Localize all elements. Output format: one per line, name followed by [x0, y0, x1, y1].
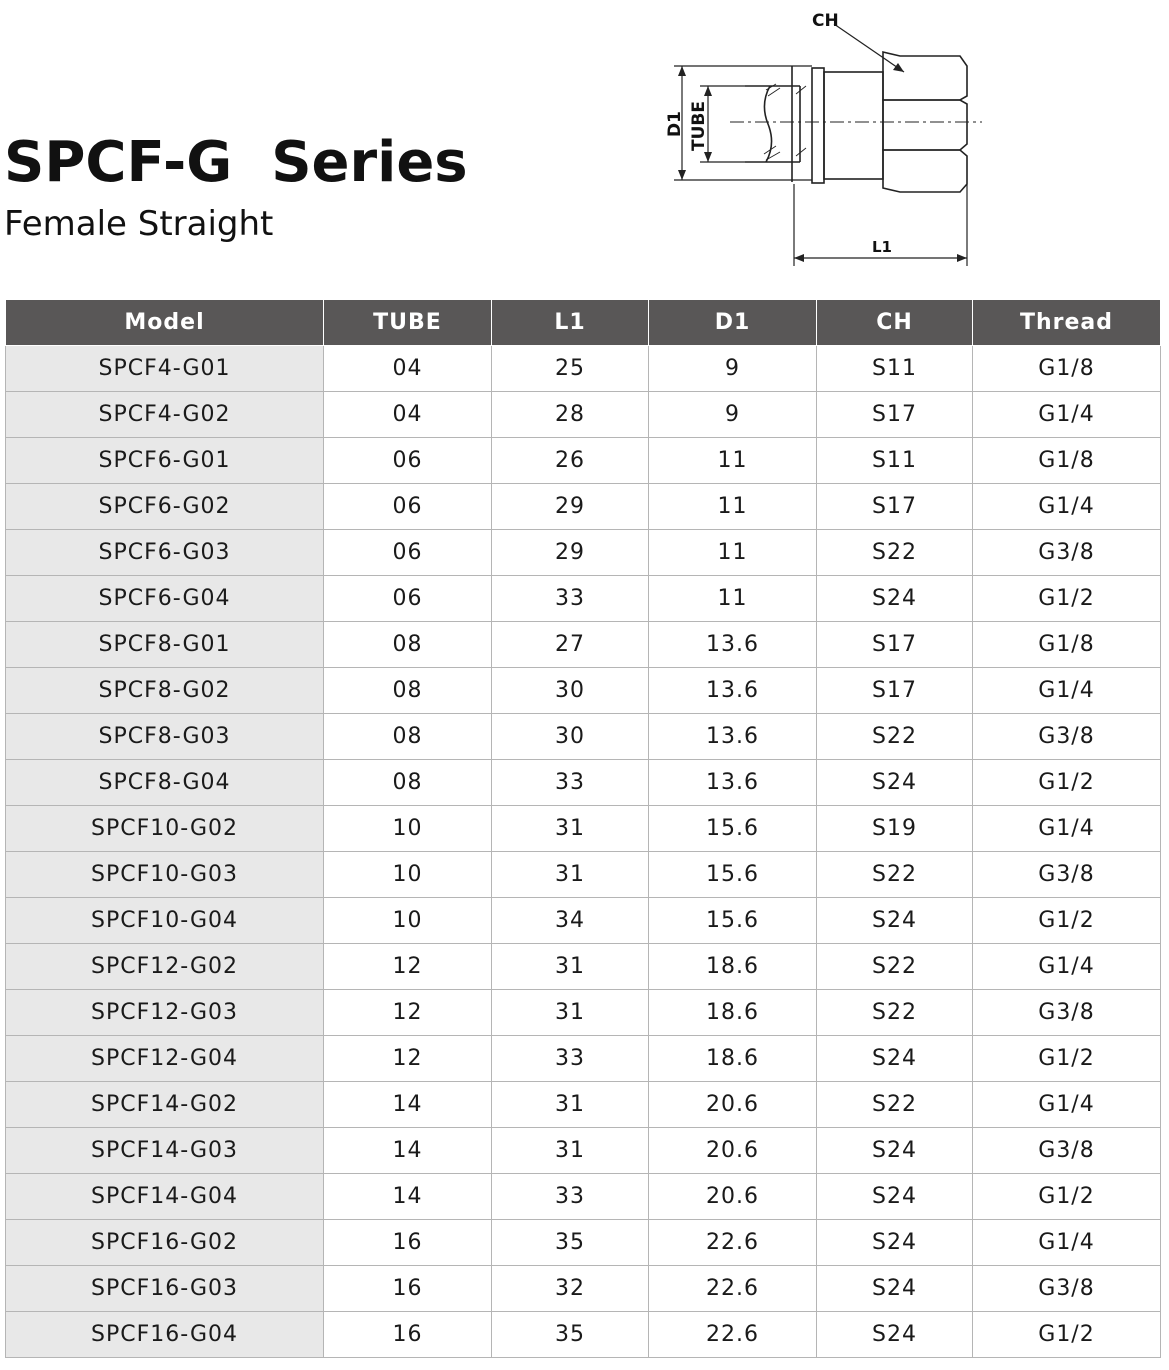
table-row	[6, 484, 1161, 530]
cell-tube: 12	[324, 1036, 492, 1082]
cell-l1: 31	[492, 806, 649, 852]
page-title: SPCF-G Series	[4, 130, 468, 195]
cell-model: SPCF4-G02	[6, 392, 324, 438]
cell-d1: 9	[649, 346, 817, 392]
cell-model: SPCF6-G01	[6, 438, 324, 484]
cell-d1: 11	[649, 576, 817, 622]
cell-thread: G3/8	[973, 530, 1161, 576]
page-subtitle: Female Straight	[4, 204, 274, 244]
cell-d1: 11	[649, 484, 817, 530]
cell-ch: S24	[817, 576, 973, 622]
cell-model: SPCF12-G03	[6, 990, 324, 1036]
fitting-dimension-drawing	[660, 4, 990, 266]
cell-model: SPCF14-G04	[6, 1174, 324, 1220]
cell-tube: 06	[324, 438, 492, 484]
cell-model: SPCF8-G02	[6, 668, 324, 714]
cell-ch: S24	[817, 1312, 973, 1358]
cell-l1: 33	[492, 1036, 649, 1082]
cell-tube: 10	[324, 898, 492, 944]
cell-ch: S22	[817, 990, 973, 1036]
cell-l1: 33	[492, 760, 649, 806]
cell-ch: S24	[817, 1174, 973, 1220]
table-row	[6, 1174, 1161, 1220]
cell-l1: 31	[492, 852, 649, 898]
cell-l1: 27	[492, 622, 649, 668]
cell-tube: 12	[324, 990, 492, 1036]
cell-thread: G3/8	[973, 1128, 1161, 1174]
column-header-d1: D1	[649, 300, 817, 346]
cell-tube: 10	[324, 806, 492, 852]
l1-dimension-label: L1	[872, 238, 892, 256]
cell-l1: 33	[492, 576, 649, 622]
cell-l1: 25	[492, 346, 649, 392]
cell-ch: S17	[817, 392, 973, 438]
table-row	[6, 346, 1161, 392]
table-row	[6, 438, 1161, 484]
cell-model: SPCF6-G03	[6, 530, 324, 576]
cell-model: SPCF8-G03	[6, 714, 324, 760]
cell-tube: 14	[324, 1082, 492, 1128]
cell-ch: S24	[817, 1128, 973, 1174]
table-row	[6, 576, 1161, 622]
cell-model: SPCF8-G01	[6, 622, 324, 668]
cell-l1: 34	[492, 898, 649, 944]
cell-l1: 31	[492, 990, 649, 1036]
cell-tube: 08	[324, 622, 492, 668]
cell-d1: 20.6	[649, 1082, 817, 1128]
cell-thread: G1/4	[973, 392, 1161, 438]
cell-l1: 31	[492, 1082, 649, 1128]
cell-tube: 16	[324, 1220, 492, 1266]
cell-ch: S24	[817, 1036, 973, 1082]
column-header-thread: Thread	[973, 300, 1161, 346]
cell-d1: 20.6	[649, 1174, 817, 1220]
cell-ch: S11	[817, 346, 973, 392]
cell-ch: S22	[817, 530, 973, 576]
column-header-l1: L1	[492, 300, 649, 346]
cell-model: SPCF10-G03	[6, 852, 324, 898]
cell-l1: 26	[492, 438, 649, 484]
cell-model: SPCF12-G02	[6, 944, 324, 990]
table-row	[6, 990, 1161, 1036]
cell-ch: S24	[817, 898, 973, 944]
cell-l1: 30	[492, 714, 649, 760]
cell-tube: 04	[324, 346, 492, 392]
cell-thread: G1/2	[973, 576, 1161, 622]
cell-tube: 06	[324, 530, 492, 576]
table-row	[6, 806, 1161, 852]
cell-thread: G1/4	[973, 944, 1161, 990]
cell-model: SPCF16-G02	[6, 1220, 324, 1266]
cell-tube: 08	[324, 714, 492, 760]
table-row	[6, 1220, 1161, 1266]
cell-ch: S19	[817, 806, 973, 852]
cell-model: SPCF14-G03	[6, 1128, 324, 1174]
cell-thread: G3/8	[973, 852, 1161, 898]
cell-thread: G1/8	[973, 346, 1161, 392]
cell-thread: G1/4	[973, 806, 1161, 852]
table-row	[6, 622, 1161, 668]
cell-d1: 15.6	[649, 852, 817, 898]
cell-tube: 16	[324, 1266, 492, 1312]
cell-l1: 30	[492, 668, 649, 714]
cell-thread: G1/8	[973, 622, 1161, 668]
table-row	[6, 1312, 1161, 1358]
cell-tube: 10	[324, 852, 492, 898]
table-row	[6, 392, 1161, 438]
d1-dimension-label: D1	[665, 111, 685, 137]
table-row	[6, 852, 1161, 898]
table-row	[6, 1266, 1161, 1312]
table-row	[6, 944, 1161, 990]
cell-model: SPCF10-G02	[6, 806, 324, 852]
cell-ch: S22	[817, 714, 973, 760]
table-row	[6, 714, 1161, 760]
cell-ch: S22	[817, 944, 973, 990]
table-row	[6, 898, 1161, 944]
cell-tube: 12	[324, 944, 492, 990]
cell-d1: 22.6	[649, 1220, 817, 1266]
cell-model: SPCF8-G04	[6, 760, 324, 806]
cell-d1: 18.6	[649, 990, 817, 1036]
cell-ch: S22	[817, 1082, 973, 1128]
cell-l1: 33	[492, 1174, 649, 1220]
ch-dimension-label: CH	[812, 11, 839, 31]
cell-l1: 35	[492, 1312, 649, 1358]
cell-d1: 13.6	[649, 668, 817, 714]
cell-thread: G3/8	[973, 990, 1161, 1036]
cell-l1: 29	[492, 484, 649, 530]
cell-d1: 11	[649, 438, 817, 484]
cell-model: SPCF14-G02	[6, 1082, 324, 1128]
column-header-ch: CH	[817, 300, 973, 346]
cell-tube: 14	[324, 1128, 492, 1174]
cell-ch: S17	[817, 622, 973, 668]
cell-thread: G3/8	[973, 714, 1161, 760]
cell-model: SPCF6-G04	[6, 576, 324, 622]
cell-model: SPCF6-G02	[6, 484, 324, 530]
cell-ch: S11	[817, 438, 973, 484]
table-row	[6, 1082, 1161, 1128]
spec-table-header-row	[6, 300, 1161, 346]
cell-tube: 08	[324, 760, 492, 806]
cell-d1: 11	[649, 530, 817, 576]
cell-thread: G1/4	[973, 484, 1161, 530]
cell-d1: 20.6	[649, 1128, 817, 1174]
cell-tube: 04	[324, 392, 492, 438]
cell-d1: 18.6	[649, 1036, 817, 1082]
table-row	[6, 760, 1161, 806]
table-row	[6, 668, 1161, 714]
cell-l1: 32	[492, 1266, 649, 1312]
cell-l1: 35	[492, 1220, 649, 1266]
cell-d1: 22.6	[649, 1312, 817, 1358]
cell-d1: 15.6	[649, 898, 817, 944]
cell-d1: 13.6	[649, 760, 817, 806]
cell-ch: S22	[817, 852, 973, 898]
table-row	[6, 1128, 1161, 1174]
column-header-model: Model	[6, 300, 324, 346]
cell-l1: 28	[492, 392, 649, 438]
cell-ch: S17	[817, 484, 973, 530]
cell-tube: 06	[324, 484, 492, 530]
cell-d1: 9	[649, 392, 817, 438]
cell-thread: G1/8	[973, 438, 1161, 484]
cell-d1: 22.6	[649, 1266, 817, 1312]
cell-ch: S24	[817, 760, 973, 806]
cell-thread: G1/2	[973, 1036, 1161, 1082]
cell-l1: 31	[492, 1128, 649, 1174]
cell-tube: 06	[324, 576, 492, 622]
cell-thread: G1/4	[973, 1220, 1161, 1266]
cell-d1: 13.6	[649, 714, 817, 760]
cell-model: SPCF12-G04	[6, 1036, 324, 1082]
column-header-tube: TUBE	[324, 300, 492, 346]
cell-tube: 16	[324, 1312, 492, 1358]
cell-model: SPCF4-G01	[6, 346, 324, 392]
cell-d1: 18.6	[649, 944, 817, 990]
cell-thread: G1/4	[973, 668, 1161, 714]
table-row	[6, 530, 1161, 576]
tube-dimension-label: TUBE	[689, 101, 709, 151]
cell-model: SPCF10-G04	[6, 898, 324, 944]
cell-model: SPCF16-G04	[6, 1312, 324, 1358]
cell-thread: G1/2	[973, 898, 1161, 944]
cell-thread: G3/8	[973, 1266, 1161, 1312]
spec-table	[5, 299, 1161, 1358]
cell-thread: G1/4	[973, 1082, 1161, 1128]
cell-l1: 31	[492, 944, 649, 990]
cell-d1: 15.6	[649, 806, 817, 852]
cell-ch: S24	[817, 1220, 973, 1266]
cell-thread: G1/2	[973, 760, 1161, 806]
cell-ch: S17	[817, 668, 973, 714]
cell-model: SPCF16-G03	[6, 1266, 324, 1312]
spec-table-body	[6, 346, 1161, 1358]
cell-d1: 13.6	[649, 622, 817, 668]
cell-tube: 14	[324, 1174, 492, 1220]
cell-thread: G1/2	[973, 1312, 1161, 1358]
cell-thread: G1/2	[973, 1174, 1161, 1220]
cell-tube: 08	[324, 668, 492, 714]
cell-ch: S24	[817, 1266, 973, 1312]
cell-l1: 29	[492, 530, 649, 576]
table-row	[6, 1036, 1161, 1082]
